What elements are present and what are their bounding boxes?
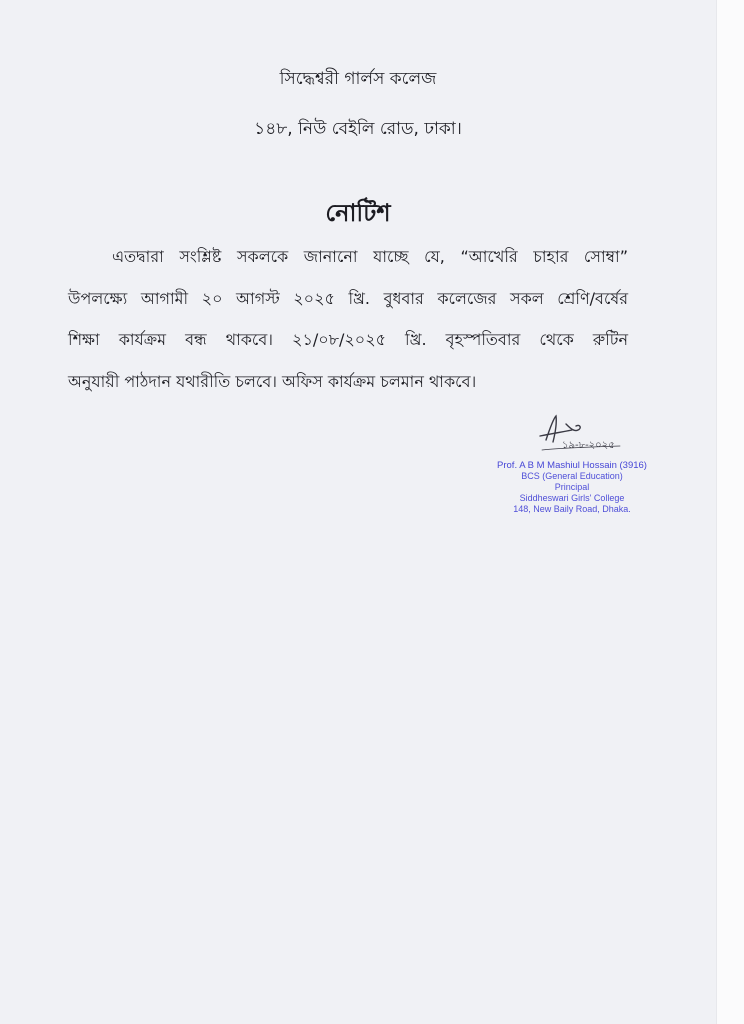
college-address: ১৪৮, নিউ বেইলি রোড, ঢাকা। — [254, 119, 462, 139]
notice-body-line: এতদ্বারা সংশ্লিষ্ট সকলকে জানানো যাচ্ছে যে, “আখেরি চাহার সোম্বা” — [112, 247, 628, 266]
principal-signature — [528, 410, 628, 456]
notice-title: নোটিশ — [325, 199, 391, 227]
notice-body-line: উপলক্ষ্যে আগামী ২০ আগস্ট ২০২৫ খ্রি. বুধবার কলেজের সকল শ্রেণি/বর্ষের — [68, 289, 628, 308]
seal-address: 148, New Baily Road, Dhaka. — [513, 504, 631, 514]
seal-cadre: BCS (General Education) — [521, 471, 623, 481]
paper-edge — [716, 0, 744, 1024]
notice-body-line: শিক্ষা কার্যক্রম বন্ধ থাকবে। ২১/০৮/২০২৫ খ্রি. বৃহস্পতিবার থেকে রুটিন — [68, 330, 628, 349]
seal-institution: Siddheswari Girls' College — [519, 493, 625, 503]
seal-name: Prof. A B M Mashiul Hossain (3916) — [497, 460, 647, 471]
college-name: সিদ্ধেশ্বরী গার্লস কলেজ — [279, 69, 437, 89]
principal-seal — [484, 460, 660, 515]
notice-body-line: অনুযায়ী পাঠদান যথারীতি চলবে। অফিস কার্যক্রম চলমান থাকবে। — [68, 372, 477, 391]
seal-designation: Principal — [554, 482, 590, 492]
signature-date: ১৯-৮-২০২৫ — [562, 440, 615, 451]
